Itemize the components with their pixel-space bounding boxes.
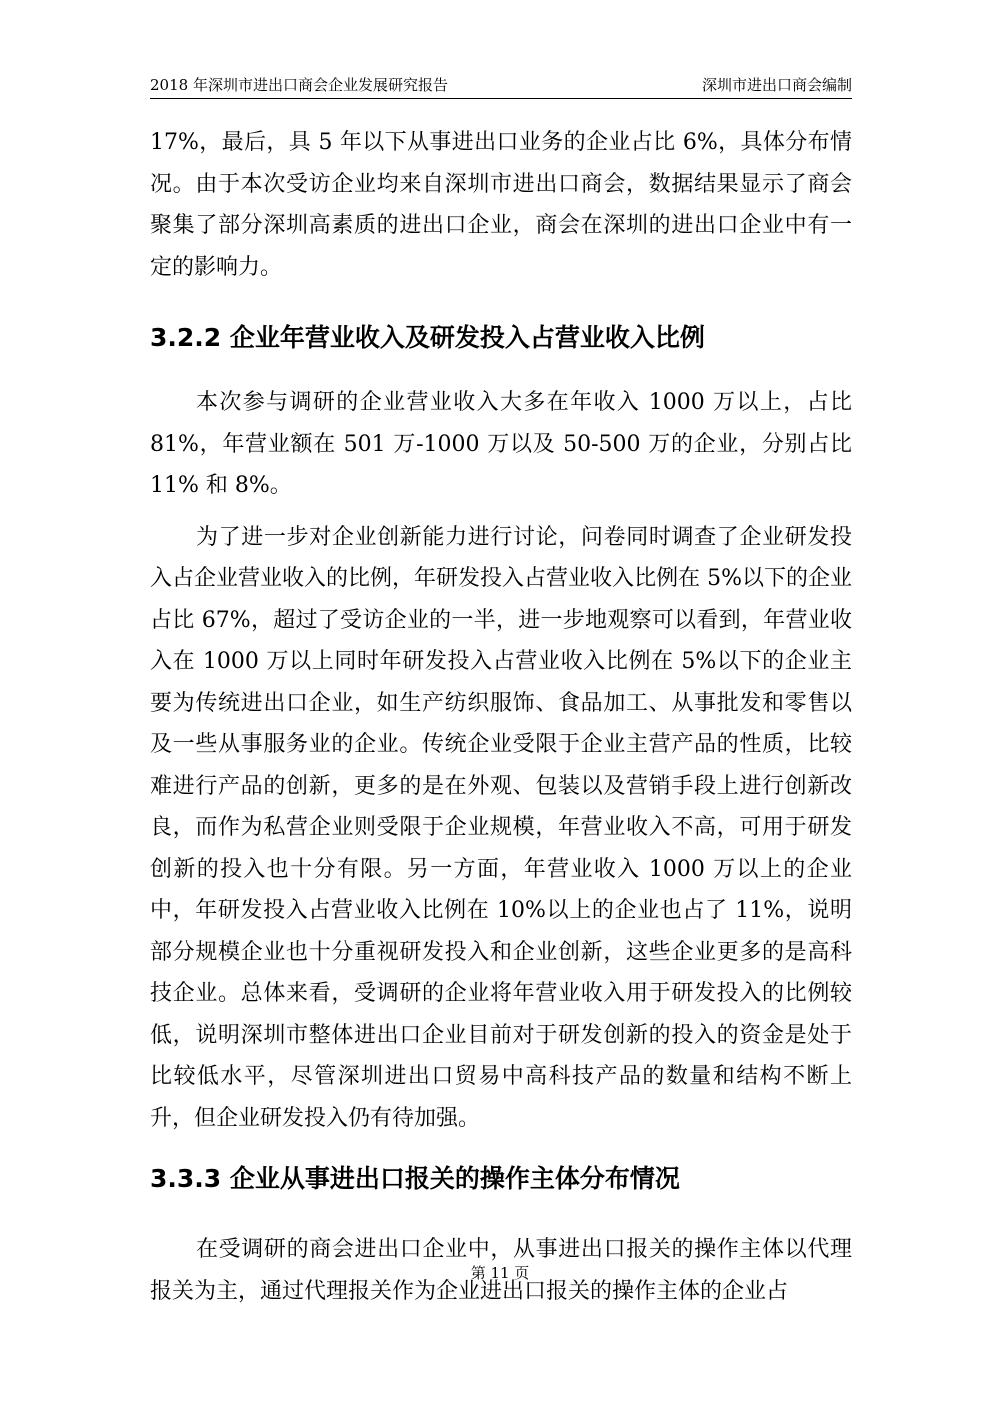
header-report-title: 2018 年深圳市进出口商会企业发展研究报告 — [150, 76, 448, 94]
paragraph-rnd: 为了进一步对企业创新能力进行讨论，问卷同时调查了企业研发投入占企业营业收入的比例，年研发投入占营业收入比例在 5%以下的企业占比 67%，超过了受访企业的一半，进一步地观察可以看到，年营业收入在 1000 万以上同时年研发投入占营业收入比例在 5%以下的企业主要为传统进出口企业，如生产纺织服饰、食品加工、从事批发和零售以及一些从事服务业的企业。传统企业受限于企业主营产品的性质，比较难进行产品的创新，更多的是在外观、包装以及营销手段上进行创新改良，而作为私营企业则受限于企业规模，年营业收入不高，可用于研发创新的投入也十分有限。另一方面，年营业收入 1000 万以上的企业中，年研发投入占营业收入比例在 10%以上的企业也占了 11%，说明部分规模企业也十分重视研发投入和企业创新，这些企业更多的是高科技企业。总体来看，受调研的企业将年营业收入用于研发投入的比例较低，说明深圳市整体进出口企业目前对于研发创新的投入的资金是处于比较低水平，尽管深圳进出口贸易中高科技产品的数量和结构不断上升，但企业研发投入仍有待加强。 — [150, 524, 852, 1131]
paragraph-continued: 17%，最后，具 5 年以下从事进出口业务的企业占比 6%，具体分布情况。由于本次受访企业均来自深圳市进出口商会，数据结果显示了商会聚集了部分深圳高素质的进出口企业，商会在深圳的进出口企业中有一定的影响力。 — [150, 130, 852, 280]
section-heading-3-3-3: 3.3.3 企业从事进出口报关的操作主体分布情况 — [150, 1164, 680, 1193]
paragraph-revenue: 本次参与调研的企业营业收入大多在年收入 1000 万以上，占比 81%，年营业额在 501 万-1000 万以及 50-500 万的企业，分别占比 11% 和 8%。 — [150, 390, 852, 498]
page-number: 第 11 页 — [470, 1264, 530, 1282]
section-heading-3-2-2: 3.2.2 企业年营业收入及研发投入占营业收入比例 — [150, 323, 705, 352]
page-content — [150, 120, 852, 1312]
paragraph-customs: 在受调研的商会进出口企业中，从事进出口报关的操作主体以代理报关为主，通过代理报关作为企业进出口报关的操作主体的企业占 — [150, 1237, 852, 1304]
page-header — [150, 70, 852, 99]
header-publisher: 深圳市进出口商会编制 — [701, 76, 852, 94]
